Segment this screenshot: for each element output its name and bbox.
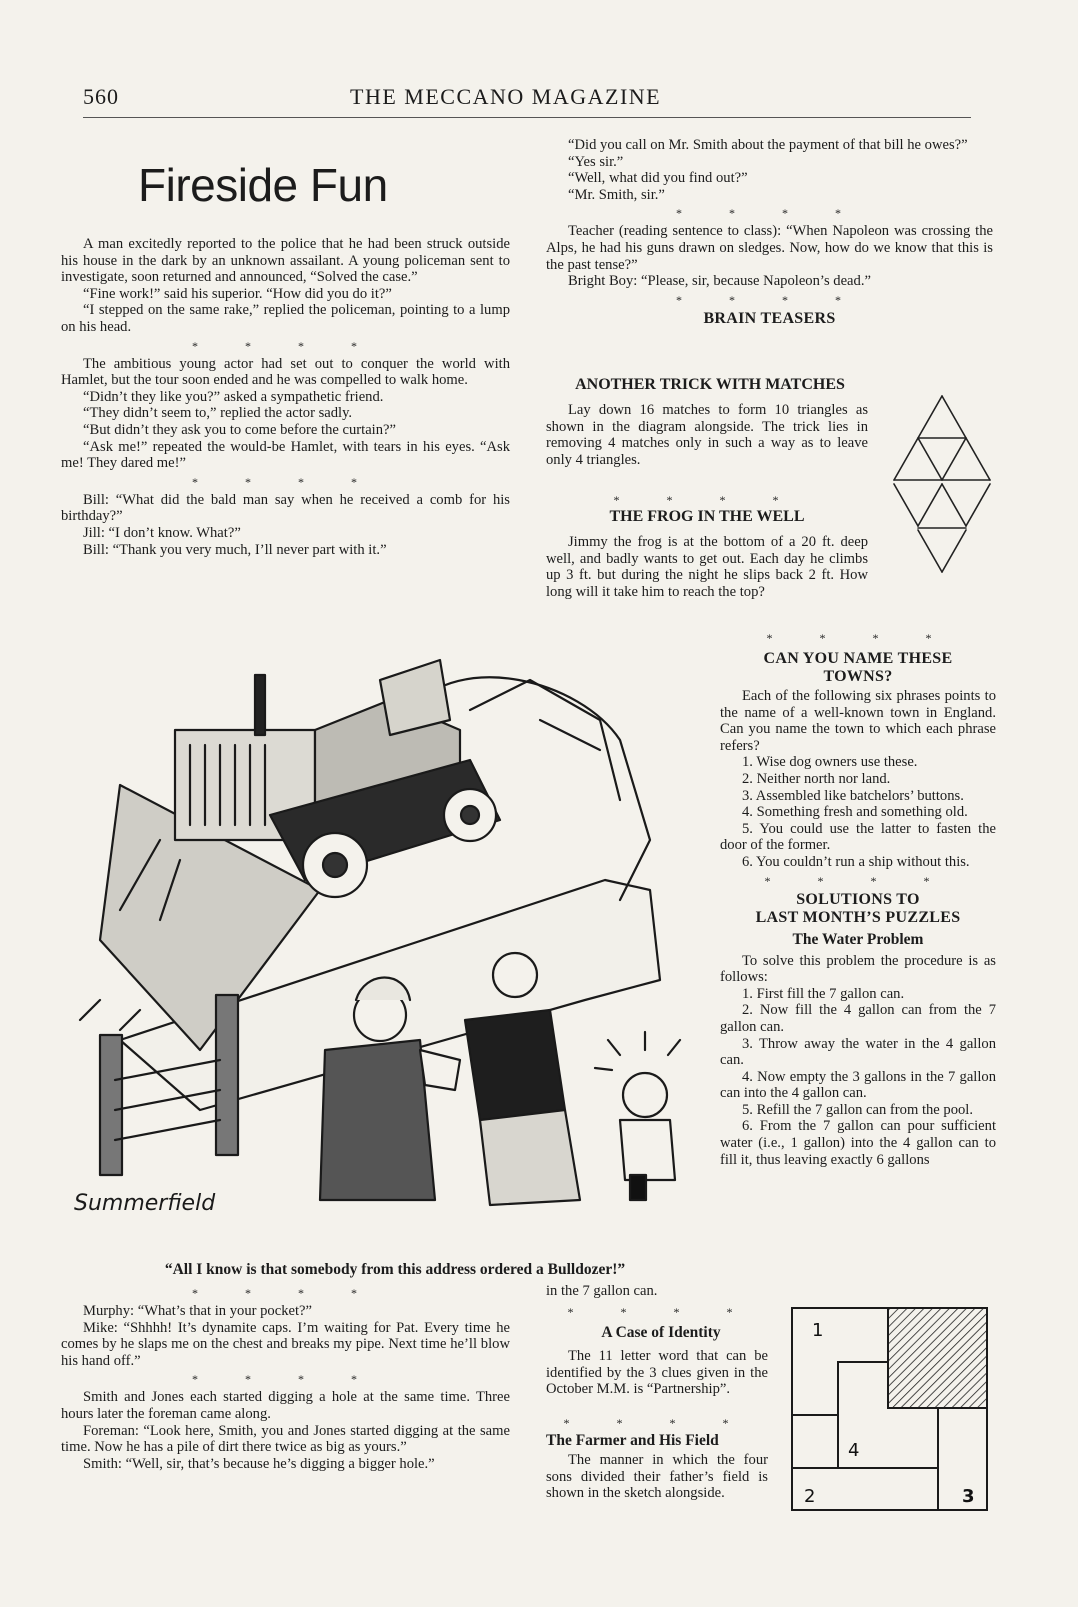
- towns-heading-line2: TOWNS?: [823, 668, 893, 685]
- cartoon-signature: Summerfield: [74, 1191, 216, 1216]
- joke-paragraph: Smith: “Well, sir, that’s because he’s digging a bigger hole.”: [83, 1455, 435, 1472]
- towns-item: 6. You couldn’t run a ship without this.: [742, 853, 970, 870]
- joke-paragraph: “I stepped on the same rake,” replied the policeman, pointing to a lump on his head.: [61, 302, 510, 335]
- brain-teasers-heading: BRAIN TEASERS: [703, 309, 836, 327]
- water-step: 3. Throw away the water in the 4 gallon can.: [720, 1035, 996, 1069]
- field-label-4: 4: [848, 1440, 860, 1461]
- joke-paragraph: “Well, what did you find out?”: [568, 170, 748, 187]
- matches-heading: ANOTHER TRICK WITH MATCHES: [575, 376, 845, 393]
- towns-item: 2. Neither north nor land.: [742, 770, 891, 787]
- towns-item: 1. Wise dog owners use these.: [742, 754, 918, 771]
- bottom-left-jokes: [61, 1283, 510, 1472]
- frog-heading: THE FROG IN THE WELL: [609, 508, 805, 525]
- joke-paragraph: Smith and Jones each started digging a hole at the same time. Three hours later the foreman came along.: [61, 1389, 510, 1422]
- field-label-2: 2: [804, 1486, 816, 1507]
- farmer-heading: The Farmer and His Field: [546, 1432, 719, 1449]
- joke-paragraph: “Didn’t they like you?” asked a sympathetic friend.: [83, 388, 384, 405]
- farmer-paragraph: The manner in which the four sons divided their father’s field is shown in the sketch alongside.: [546, 1452, 768, 1502]
- separator-stars: * * * *: [192, 1286, 379, 1300]
- joke-paragraph: Bill: “What did the bald man say when he received a comb for his birthday?”: [61, 491, 510, 525]
- water-intro: To solve this problem the procedure is as follows:: [720, 952, 996, 986]
- identity-heading: A Case of Identity: [601, 1324, 721, 1341]
- joke-paragraph: “Yes sir.”: [568, 153, 624, 170]
- water-step: 2. Now fill the 4 gallon can from the 7 gallon can.: [720, 1002, 996, 1035]
- magazine-title: THE MECCANO MAGAZINE: [350, 84, 662, 109]
- separator-stars: * * * *: [192, 338, 379, 353]
- identity-text: [546, 1348, 768, 1398]
- identity-paragraph: The 11 letter word that can be identified by the 3 clues given in the October M.M. is “Partnership”.: [546, 1348, 768, 1398]
- separator-stars: * * * *: [567, 1305, 755, 1319]
- solutions-heading-line2: LAST MONTH’S PUZZLES: [755, 908, 961, 926]
- joke-paragraph: The ambitious young actor had set out to conquer the world with Hamlet, but the tour soon ended and he was compelled to walk home.: [61, 355, 510, 389]
- separator-stars: * * * *: [192, 474, 379, 489]
- towns-item: 5. You could use the latter to fasten the door of the former.: [720, 820, 996, 854]
- joke-paragraph: “Fine work!” said his superior. “How did you do it?”: [83, 285, 392, 302]
- water-continuation: in the 7 gallon can.: [546, 1283, 658, 1299]
- joke-paragraph: Foreman: “Look here, Smith, you and Jones started digging at the same time. Now he has a pile of dirt there twice as big as yours.”: [61, 1422, 510, 1456]
- water-step: 4. Now empty the 3 gallons in the 7 gallon can into the 4 gallon can.: [720, 1068, 996, 1102]
- joke-paragraph: “Mr. Smith, sir.”: [568, 186, 665, 203]
- separator-stars: * * * *: [764, 873, 952, 888]
- joke-paragraph: Bill: “Thank you very much, I’ll never part with it.”: [83, 541, 387, 558]
- towns-heading-line1: CAN YOU NAME THESE: [763, 650, 953, 667]
- solutions-heading-line1: SOLUTIONS TO: [796, 890, 920, 908]
- feature-title: Fireside Fun: [138, 159, 388, 211]
- matches-paragraph: Lay down 16 matches to form 10 triangles as shown in the diagram alongside. The trick lies in removing 4 matches only in such a way as to leave only 4 triangles.: [546, 402, 868, 468]
- joke-paragraph: “They didn’t seem to,” replied the actor sadly.: [83, 405, 353, 422]
- separator-stars: * * * *: [192, 1372, 379, 1387]
- bulldozer-cartoon: [60, 640, 712, 1240]
- left-column-jokes: [61, 236, 510, 558]
- water-step: 1. First fill the 7 gallon can.: [742, 985, 905, 1002]
- joke-paragraph: Jill: “I don’t know. What?”: [83, 524, 241, 541]
- joke-paragraph: Teacher (reading sentence to class): “When Napoleon was crossing the Alps, he had his guns drawn on sledges. Now, how do we know that this is the past tense?”: [546, 223, 993, 273]
- towns-section: [720, 650, 996, 1168]
- frog-text: [546, 534, 868, 600]
- field-label-1: 1: [812, 1320, 824, 1341]
- farmer-field-sketch: [790, 1306, 990, 1514]
- water-body: [720, 953, 996, 1169]
- cartoon-caption: “All I know is that somebody from this address ordered a Bulldozer!”: [164, 1261, 626, 1278]
- matches-triangle-diagram: [886, 392, 998, 602]
- farmer-text: [546, 1452, 768, 1502]
- separator-stars: * * * *: [676, 292, 863, 307]
- page-number: 560: [83, 84, 119, 109]
- water-heading: The Water Problem: [792, 930, 924, 948]
- towns-item: 4. Something fresh and something old.: [742, 804, 968, 821]
- frog-paragraph: Jimmy the frog is at the bottom of a 20 ft. deep well, and badly wants to get out. Each day he climbs up 3 ft. but during the night he slips back 2 ft. How long will it take him to reach the top?: [546, 534, 868, 600]
- right-column-jokes: [546, 137, 993, 328]
- water-step: 5. Refill the 7 gallon can from the pool.: [742, 1101, 974, 1118]
- water-step: 6. From the 7 gallon can pour sufficient water (i.e., 1 gallon) into the 4 gallon can to fill it, thus leaving exactly 6 gallons: [720, 1118, 996, 1168]
- joke-paragraph: Mike: “Shhhh! It’s dynamite caps. I’m waiting for Pat. Every time he comes by he slaps me on the chest and breaks my pipe. Next time he’ll blow his hand off.”: [61, 1319, 510, 1369]
- towns-item: 3. Assembled like batchelors’ buttons.: [742, 787, 964, 804]
- joke-paragraph: Murphy: “What’s that in your pocket?”: [83, 1303, 312, 1319]
- joke-paragraph: Bright Boy: “Please, sir, because Napoleon’s dead.”: [568, 273, 871, 290]
- joke-paragraph: “Ask me!” repeated the would-be Hamlet, with tears in his eyes. “Ask me! They dared me!”: [61, 438, 510, 472]
- towns-body: [720, 688, 996, 871]
- header-rule: [83, 117, 971, 118]
- matches-text: [546, 402, 868, 468]
- separator-stars: * * * *: [613, 493, 801, 507]
- joke-paragraph: “Did you call on Mr. Smith about the payment of that bill he owes?”: [568, 137, 968, 153]
- joke-paragraph: “But didn’t they ask you to come before the curtain?”: [83, 421, 396, 438]
- separator-stars: * * * *: [766, 631, 954, 645]
- separator-stars: * * * *: [676, 206, 863, 221]
- field-label-3: 3: [962, 1486, 975, 1507]
- separator-stars: * * * *: [563, 1416, 751, 1430]
- towns-intro: Each of the following six phrases points to the name of a well-known town in England. Can you name the town to which each phrase refers?: [720, 688, 996, 754]
- joke-paragraph: A man excitedly reported to the police that he had been struck outside his house in the dark by an unknown assailant. A young policeman sent to investigate, soon returned and announced, “Solved the case.”: [61, 236, 510, 286]
